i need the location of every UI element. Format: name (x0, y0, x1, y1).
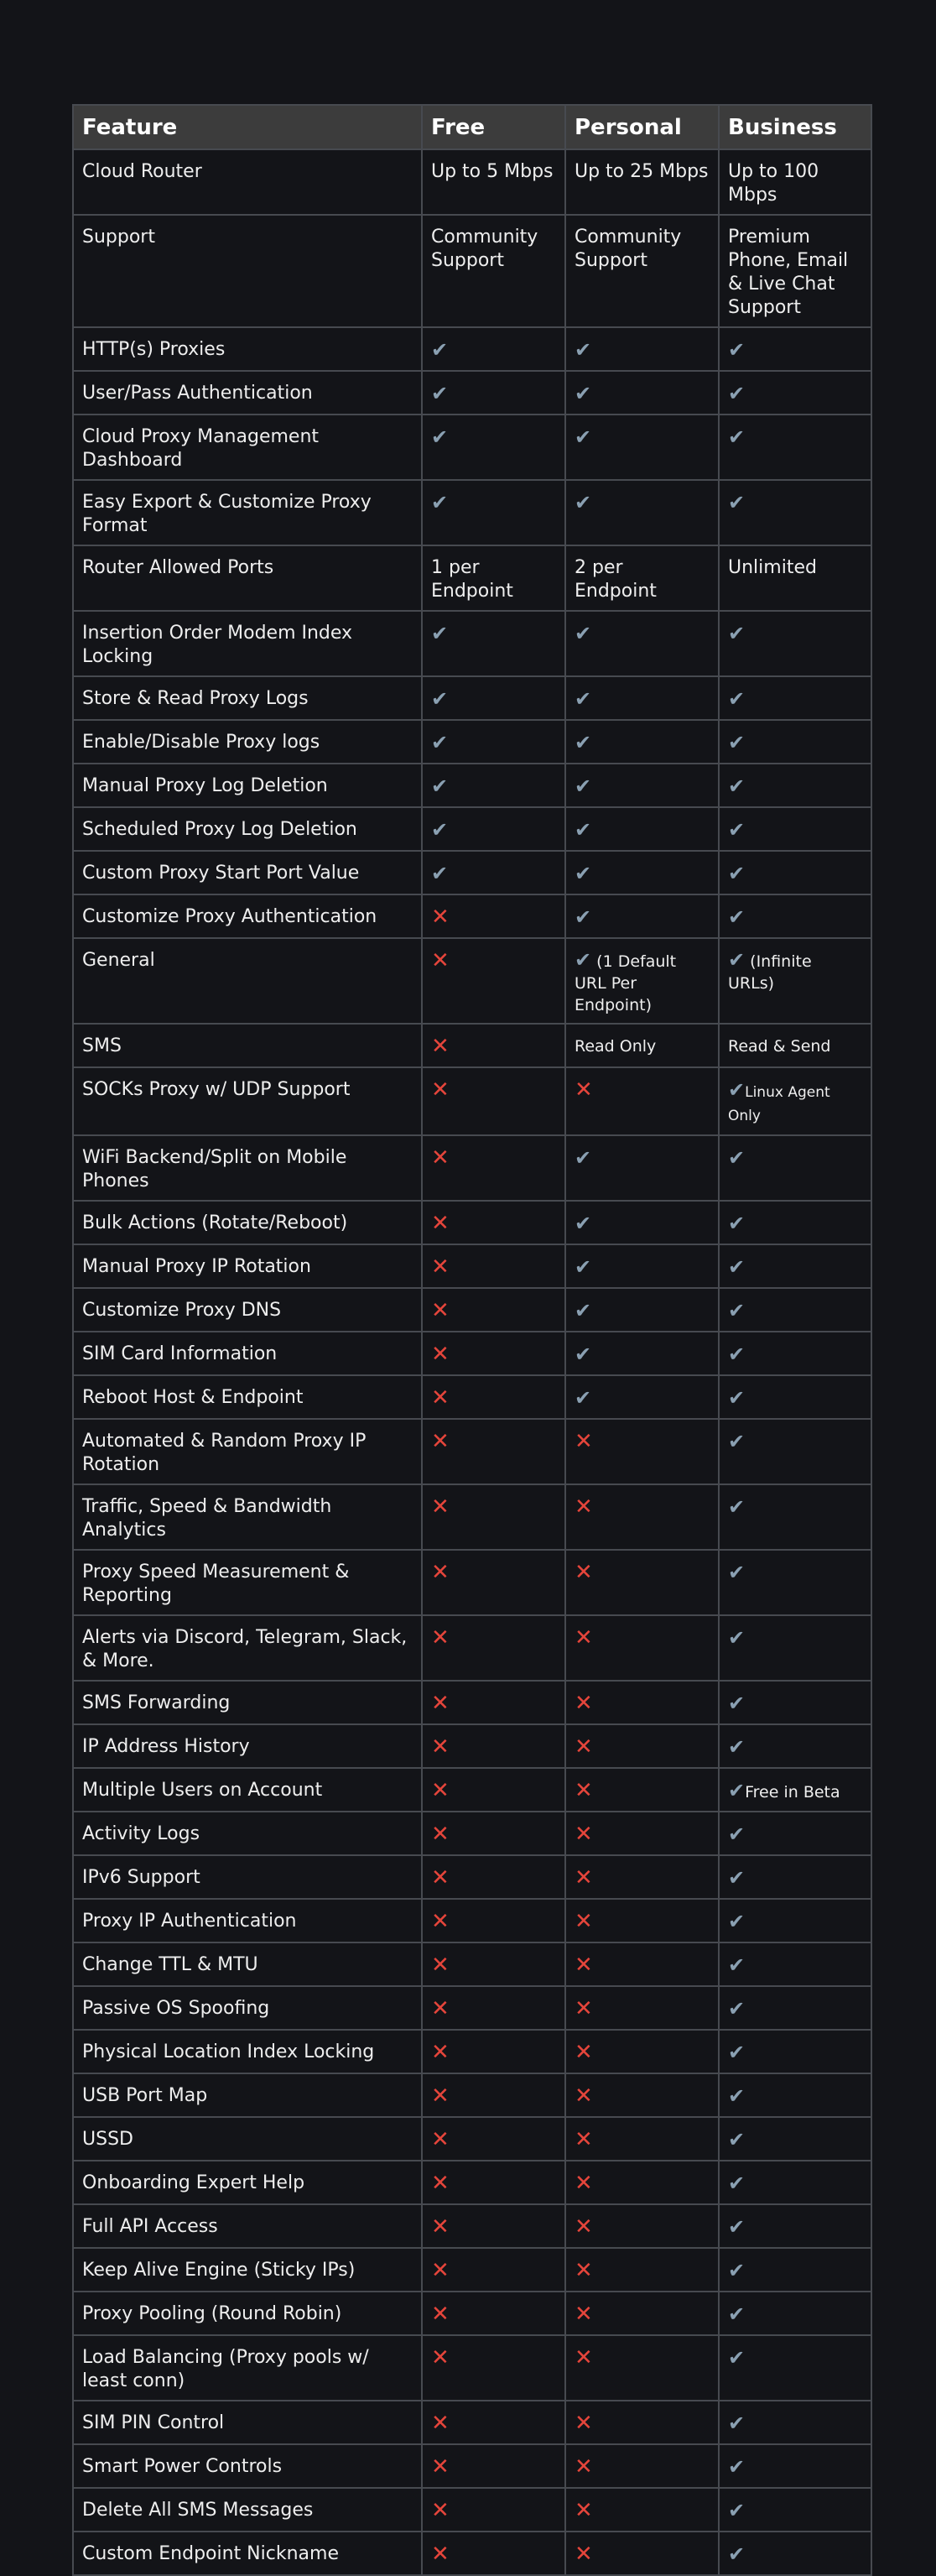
feature-name: SIM PIN Control (73, 2401, 422, 2444)
feature-name: Enable/Disable Proxy logs (73, 720, 422, 764)
cross-icon: ✕ (431, 2083, 450, 2109)
cross-icon: ✕ (431, 2040, 450, 2065)
checkmark-icon: ✔ (728, 1430, 746, 1453)
checkmark-icon: ✔ (728, 948, 746, 972)
cross-icon: ✕ (575, 1734, 593, 1760)
feature-name: Change TTL & MTU (73, 1942, 422, 1986)
table-row (73, 480, 871, 545)
table-row (73, 938, 871, 1024)
personal-note: (1 Default URL Per Endpoint) (575, 952, 677, 1014)
feature-name: SOCKs Proxy w/ UDP Support (73, 1067, 422, 1135)
plan-comparison-table (72, 104, 872, 2576)
checkmark-icon: ✔ (728, 2084, 746, 2108)
cross-icon: ✕ (575, 1822, 593, 1847)
checkmark-icon: ✔ (431, 338, 449, 362)
feature-name: Customize Proxy DNS (73, 1288, 422, 1332)
checkmark-icon: ✔ (728, 1561, 746, 1584)
cross-icon: ✕ (575, 1560, 593, 1585)
checkmark-icon: ✔ (728, 2128, 746, 2151)
checkmark-icon: ✔ (575, 1146, 592, 1170)
checkmark-icon: ✔ (431, 731, 449, 754)
feature-name: SMS Forwarding (73, 1681, 422, 1724)
checkmark-icon: ✔ (575, 774, 592, 798)
checkmark-icon: ✔ (728, 2215, 746, 2239)
checkmark-icon: ✔ (431, 687, 449, 711)
table-row (73, 1855, 871, 1899)
checkmark-icon: ✔ (575, 1386, 592, 1410)
checkmark-icon: ✔ (728, 1822, 746, 1846)
feature-name: Custom Endpoint Nickname (73, 2532, 422, 2575)
table-row (73, 2292, 871, 2335)
table-row (73, 215, 871, 327)
feature-name: Multiple Users on Account (73, 1768, 422, 1812)
cross-icon: ✕ (431, 1996, 450, 2021)
checkmark-icon: ✔ (575, 1255, 592, 1279)
checkmark-icon: ✔ (728, 1779, 746, 1802)
table-row (73, 371, 871, 415)
cross-icon: ✕ (575, 1429, 593, 1454)
checkmark-icon: ✔ (575, 338, 592, 362)
feature-name: USSD (73, 2117, 422, 2161)
table-row (73, 1812, 871, 1855)
table-row (73, 1135, 871, 1201)
table-row (73, 1244, 871, 1288)
cross-icon: ✕ (431, 2171, 450, 2196)
checkmark-icon: ✔ (728, 1866, 746, 1890)
header-personal: Personal (565, 105, 719, 149)
cross-icon: ✕ (431, 1822, 450, 1847)
checkmark-icon: ✔ (728, 1299, 746, 1322)
table-row (73, 2204, 871, 2248)
cross-icon: ✕ (575, 1494, 593, 1520)
cross-icon: ✕ (575, 2302, 593, 2327)
table-row (73, 764, 871, 807)
table-row (73, 1615, 871, 1681)
feature-name: WiFi Backend/Split on Mobile Phones (73, 1135, 422, 1201)
cross-icon: ✕ (575, 1778, 593, 1803)
checkmark-icon: ✔ (575, 1299, 592, 1322)
cross-icon: ✕ (431, 948, 450, 973)
cross-icon: ✕ (431, 1691, 450, 1716)
table-row (73, 2488, 871, 2532)
checkmark-icon: ✔ (728, 862, 746, 885)
cross-icon: ✕ (575, 2345, 593, 2370)
checkmark-icon: ✔ (728, 338, 746, 362)
feature-name: Cloud Proxy Management Dashboard (73, 415, 422, 480)
feature-name: Router Allowed Ports (73, 545, 422, 611)
checkmark-icon: ✔ (575, 862, 592, 885)
free-value: Up to 5 Mbps (422, 149, 565, 215)
cross-icon: ✕ (575, 1865, 593, 1890)
cross-icon: ✕ (575, 1625, 593, 1650)
checkmark-icon: ✔ (728, 2412, 746, 2435)
table-row (73, 2248, 871, 2292)
business-value: Read & Send (719, 1024, 871, 1067)
header-business: Business (719, 105, 871, 149)
cross-icon: ✕ (431, 2542, 450, 2567)
checkmark-icon: ✔ (728, 731, 746, 754)
table-row (73, 149, 871, 215)
feature-name: Smart Power Controls (73, 2444, 422, 2488)
checkmark-icon: ✔ (728, 2259, 746, 2282)
checkmark-icon: ✔ (575, 948, 592, 972)
personal-value: Read Only (565, 1024, 719, 1067)
cross-icon: ✕ (431, 1865, 450, 1890)
feature-name: Proxy Speed Measurement & Reporting (73, 1550, 422, 1615)
checkmark-icon: ✔ (728, 1212, 746, 1235)
business-value: Up to 100 Mbps (719, 149, 871, 215)
feature-name: Load Balancing (Proxy pools w/ least conn) (73, 2335, 422, 2401)
feature-name: Easy Export & Customize Proxy Format (73, 480, 422, 545)
table-row (73, 894, 871, 938)
cross-icon: ✕ (431, 1034, 450, 1059)
checkmark-icon: ✔ (728, 382, 746, 405)
table-row (73, 545, 871, 611)
feature-name: SMS (73, 1024, 422, 1067)
feature-name: Full API Access (73, 2204, 422, 2248)
feature-name: Proxy IP Authentication (73, 1899, 422, 1942)
feature-name: Passive OS Spoofing (73, 1986, 422, 2030)
checkmark-icon: ✔ (728, 2302, 746, 2326)
cross-icon: ✕ (575, 1691, 593, 1716)
checkmark-icon: ✔ (728, 1626, 746, 1650)
feature-name: Traffic, Speed & Bandwidth Analytics (73, 1484, 422, 1550)
business-value: Unlimited (719, 545, 871, 611)
checkmark-icon: ✔ (575, 382, 592, 405)
cross-icon: ✕ (431, 1385, 450, 1411)
feature-name: HTTP(s) Proxies (73, 327, 422, 371)
table-row (73, 327, 871, 371)
cross-icon: ✕ (575, 2258, 593, 2283)
cross-icon: ✕ (431, 1778, 450, 1803)
checkmark-icon: ✔ (728, 1997, 746, 2021)
table-row (73, 2532, 871, 2575)
cross-icon: ✕ (431, 1211, 450, 1236)
cross-icon: ✕ (431, 1298, 450, 1323)
cross-icon: ✕ (575, 2171, 593, 2196)
feature-name: Proxy Pooling (Round Robin) (73, 2292, 422, 2335)
cross-icon: ✕ (431, 1625, 450, 1650)
cross-icon: ✕ (431, 1560, 450, 1585)
checkmark-icon: ✔ (575, 731, 592, 754)
checkmark-icon: ✔ (728, 2499, 746, 2522)
feature-name: Customize Proxy Authentication (73, 894, 422, 938)
table-row (73, 1484, 871, 1550)
feature-name: Store & Read Proxy Logs (73, 676, 422, 720)
checkmark-icon: ✔ (728, 818, 746, 842)
free-value: Community Support (422, 215, 565, 327)
business-note: Linux Agent Only (728, 1084, 830, 1124)
checkmark-icon: ✔ (728, 1910, 746, 1933)
checkmark-icon: ✔ (728, 2346, 746, 2370)
checkmark-icon: ✔ (728, 622, 746, 645)
cross-icon: ✕ (431, 2345, 450, 2370)
cross-icon: ✕ (431, 1909, 450, 1934)
table-row (73, 851, 871, 894)
table-row (73, 611, 871, 676)
table-row (73, 1681, 871, 1724)
cross-icon: ✕ (575, 1909, 593, 1934)
table-row (73, 676, 871, 720)
feature-name: Activity Logs (73, 1812, 422, 1855)
cross-icon: ✕ (431, 2214, 450, 2240)
table-row (73, 1986, 871, 2030)
checkmark-icon: ✔ (728, 425, 746, 449)
cross-icon: ✕ (431, 1734, 450, 1760)
table-row (73, 1768, 871, 1812)
table-row (73, 2030, 871, 2073)
header-row (73, 105, 871, 149)
checkmark-icon: ✔ (575, 622, 592, 645)
business-value: Premium Phone, Email & Live Chat Support (719, 215, 871, 327)
table-row (73, 1288, 871, 1332)
cross-icon: ✕ (431, 1342, 450, 1367)
table-row (73, 1724, 871, 1768)
cross-icon: ✕ (575, 2542, 593, 2567)
checkmark-icon: ✔ (728, 1255, 746, 1279)
table-row (73, 2444, 871, 2488)
table-row (73, 2161, 871, 2204)
table-row (73, 1550, 871, 1615)
checkmark-icon: ✔ (575, 687, 592, 711)
checkmark-icon: ✔ (728, 2542, 746, 2566)
checkmark-icon: ✔ (431, 622, 449, 645)
table-row (73, 2335, 871, 2401)
personal-value: Up to 25 Mbps (565, 149, 719, 215)
free-value: 1 per Endpoint (422, 545, 565, 611)
checkmark-icon: ✔ (728, 2041, 746, 2064)
checkmark-icon: ✔ (728, 1692, 746, 1715)
checkmark-icon: ✔ (431, 818, 449, 842)
cross-icon: ✕ (575, 2454, 593, 2480)
feature-name: SIM Card Information (73, 1332, 422, 1375)
feature-name: Insertion Order Modem Index Locking (73, 611, 422, 676)
table-row (73, 1332, 871, 1375)
feature-name: USB Port Map (73, 2073, 422, 2117)
cross-icon: ✕ (431, 1145, 450, 1171)
cross-icon: ✕ (575, 2498, 593, 2523)
checkmark-icon: ✔ (728, 1386, 746, 1410)
checkmark-icon: ✔ (728, 1343, 746, 1366)
checkmark-icon: ✔ (728, 1953, 746, 1977)
cross-icon: ✕ (575, 2083, 593, 2109)
checkmark-icon: ✔ (431, 774, 449, 798)
table-row (73, 1375, 871, 1419)
feature-name: IP Address History (73, 1724, 422, 1768)
table-row (73, 2401, 871, 2444)
checkmark-icon: ✔ (431, 862, 449, 885)
feature-name: Manual Proxy IP Rotation (73, 1244, 422, 1288)
cross-icon: ✕ (575, 2127, 593, 2152)
cross-icon: ✕ (431, 2454, 450, 2480)
checkmark-icon: ✔ (575, 1343, 592, 1366)
checkmark-icon: ✔ (575, 818, 592, 842)
checkmark-icon: ✔ (728, 491, 746, 514)
business-note: Free in Beta (745, 1783, 840, 1802)
cross-icon: ✕ (431, 1077, 450, 1103)
feature-name: IPv6 Support (73, 1855, 422, 1899)
checkmark-icon: ✔ (728, 1146, 746, 1170)
feature-name: User/Pass Authentication (73, 371, 422, 415)
table-row (73, 1899, 871, 1942)
table-row (73, 1201, 871, 1244)
checkmark-icon: ✔ (575, 425, 592, 449)
cross-icon: ✕ (431, 2127, 450, 2152)
checkmark-icon: ✔ (728, 2455, 746, 2479)
cross-icon: ✕ (431, 2411, 450, 2436)
header-feature: Feature (73, 105, 422, 149)
table-row (73, 1942, 871, 1986)
cross-icon: ✕ (575, 2040, 593, 2065)
feature-name: Reboot Host & Endpoint (73, 1375, 422, 1419)
cross-icon: ✕ (575, 2214, 593, 2240)
cross-icon: ✕ (575, 2411, 593, 2436)
checkmark-icon: ✔ (728, 1495, 746, 1519)
cross-icon: ✕ (431, 1429, 450, 1454)
cross-icon: ✕ (431, 1254, 450, 1280)
table-row (73, 2117, 871, 2161)
personal-value: Community Support (565, 215, 719, 327)
feature-name: Onboarding Expert Help (73, 2161, 422, 2204)
feature-name: Automated & Random Proxy IP Rotation (73, 1419, 422, 1484)
checkmark-icon: ✔ (575, 905, 592, 929)
feature-name: Support (73, 215, 422, 327)
feature-name: Keep Alive Engine (Sticky IPs) (73, 2248, 422, 2292)
table-row (73, 807, 871, 851)
checkmark-icon: ✔ (728, 2172, 746, 2195)
checkmark-icon: ✔ (728, 687, 746, 711)
checkmark-icon: ✔ (431, 382, 449, 405)
feature-name: Cloud Router (73, 149, 422, 215)
feature-name: Scheduled Proxy Log Deletion (73, 807, 422, 851)
table-row (73, 415, 871, 480)
cross-icon: ✕ (431, 905, 450, 930)
personal-value: 2 per Endpoint (565, 545, 719, 611)
cross-icon: ✕ (431, 2258, 450, 2283)
cross-icon: ✕ (575, 1953, 593, 1978)
checkmark-icon: ✔ (728, 1078, 746, 1102)
cross-icon: ✕ (431, 1953, 450, 1978)
checkmark-icon: ✔ (431, 491, 449, 514)
table-row (73, 1067, 871, 1135)
checkmark-icon: ✔ (728, 905, 746, 929)
cross-icon: ✕ (431, 2498, 450, 2523)
feature-name: Alerts via Discord, Telegram, Slack, & More. (73, 1615, 422, 1681)
header-free: Free (422, 105, 565, 149)
feature-name: Delete All SMS Messages (73, 2488, 422, 2532)
cross-icon: ✕ (575, 1996, 593, 2021)
feature-name: General (73, 938, 422, 1024)
business-note: (Infinite URLs) (728, 952, 812, 993)
checkmark-icon: ✔ (575, 1212, 592, 1235)
table-row (73, 1419, 871, 1484)
cross-icon: ✕ (431, 1494, 450, 1520)
table-row (73, 2073, 871, 2117)
cross-icon: ✕ (431, 2302, 450, 2327)
checkmark-icon: ✔ (728, 774, 746, 798)
checkmark-icon: ✔ (575, 491, 592, 514)
table-row (73, 720, 871, 764)
cross-icon: ✕ (575, 1077, 593, 1103)
table-row (73, 1024, 871, 1067)
comparison-table-wrapper (72, 104, 871, 2576)
checkmark-icon: ✔ (431, 425, 449, 449)
checkmark-icon: ✔ (728, 1735, 746, 1759)
feature-name: Manual Proxy Log Deletion (73, 764, 422, 807)
feature-name: Bulk Actions (Rotate/Reboot) (73, 1201, 422, 1244)
feature-name: Custom Proxy Start Port Value (73, 851, 422, 894)
feature-name: Physical Location Index Locking (73, 2030, 422, 2073)
